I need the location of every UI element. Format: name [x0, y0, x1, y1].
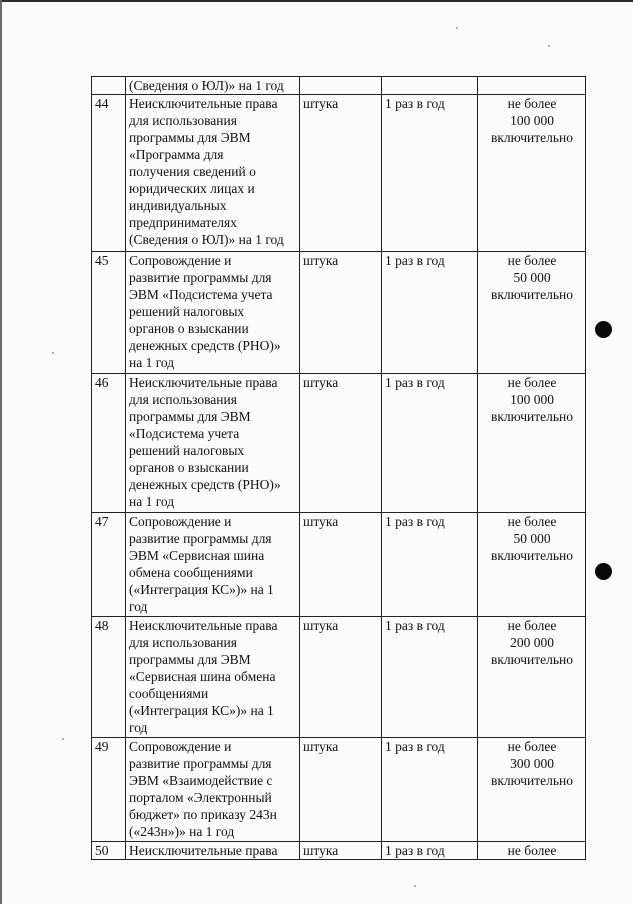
table-row — [92, 738, 586, 842]
item-name: Сопровождение и развитие программы для ЭВМ «Сервисная шина обмена сообщениями («Интеграция КС»)» на 1 год — [126, 513, 300, 617]
item-name: Неисключительные права для использования программы для ЭВМ «Подсистема учета решений налоговых органов о взыскании денежных средств (РНО)» на 1 год — [126, 374, 300, 513]
scan-speck — [548, 45, 550, 47]
row-number: 50 — [92, 842, 126, 860]
scan-edge-left — [0, 0, 2, 904]
unit-of-measure: штука — [300, 95, 382, 252]
unit-of-measure: штука — [300, 617, 382, 738]
row-number: 46 — [92, 374, 126, 513]
frequency — [382, 77, 478, 95]
row-number: 47 — [92, 513, 126, 617]
price-limit: не более — [478, 842, 586, 860]
row-number: 49 — [92, 738, 126, 842]
price-limit: не более 50 000 включительно — [478, 252, 586, 374]
unit-of-measure: штука — [300, 374, 382, 513]
scan-edge-top — [0, 0, 633, 2]
table-row — [92, 252, 586, 374]
table-row — [92, 77, 586, 95]
frequency: 1 раз в год — [382, 842, 478, 860]
frequency: 1 раз в год — [382, 252, 478, 374]
table-row — [92, 617, 586, 738]
row-number: 48 — [92, 617, 126, 738]
unit-of-measure: штука — [300, 252, 382, 374]
frequency: 1 раз в год — [382, 738, 478, 842]
scan-speck — [414, 885, 416, 887]
item-name: Сопровождение и развитие программы для ЭВМ «Взаимодействие с порталом «Электронный бюджет» по приказу 243н («243н»)» на 1 год — [126, 738, 300, 842]
table-row — [92, 95, 586, 252]
table-row — [92, 374, 586, 513]
punch-hole-upper — [595, 321, 612, 338]
unit-of-measure: штука — [300, 738, 382, 842]
row-number: 45 — [92, 252, 126, 374]
price-limit: не более 100 000 включительно — [478, 95, 586, 252]
frequency: 1 раз в год — [382, 95, 478, 252]
scan-speck — [62, 738, 64, 740]
price-limit: не более 300 000 включительно — [478, 738, 586, 842]
table-row — [92, 842, 586, 860]
price-limit: не более 50 000 включительно — [478, 513, 586, 617]
price-limit — [478, 77, 586, 95]
frequency: 1 раз в год — [382, 374, 478, 513]
item-name: (Сведения о ЮЛ)» на 1 год — [126, 77, 300, 95]
table-row — [92, 513, 586, 617]
item-name: Неисключительные права — [126, 842, 300, 860]
frequency: 1 раз в год — [382, 513, 478, 617]
frequency: 1 раз в год — [382, 617, 478, 738]
unit-of-measure: штука — [300, 842, 382, 860]
item-name: Неисключительные права для использования программы для ЭВМ «Программа для получения сведений о юридических лицах и индивидуальных предпринимателях (Сведения о ЮЛ)» на 1 год — [126, 95, 300, 252]
punch-hole-lower — [595, 563, 612, 580]
item-name: Сопровождение и развитие программы для ЭВМ «Подсистема учета решений налоговых органов о взыскании денежных средств (РНО)» на 1 год — [126, 252, 300, 374]
scan-speck — [456, 27, 458, 29]
row-number: 44 — [92, 95, 126, 252]
unit-of-measure: штука — [300, 513, 382, 617]
row-number — [92, 77, 126, 95]
price-limit: не более 200 000 включительно — [478, 617, 586, 738]
procurement-table — [91, 76, 586, 860]
unit-of-measure — [300, 77, 382, 95]
item-name: Неисключительные права для использования программы для ЭВМ «Сервисная шина обмена сообщениями («Интеграция КС»)» на 1 год — [126, 617, 300, 738]
scan-speck — [52, 352, 54, 354]
price-limit: не более 100 000 включительно — [478, 374, 586, 513]
